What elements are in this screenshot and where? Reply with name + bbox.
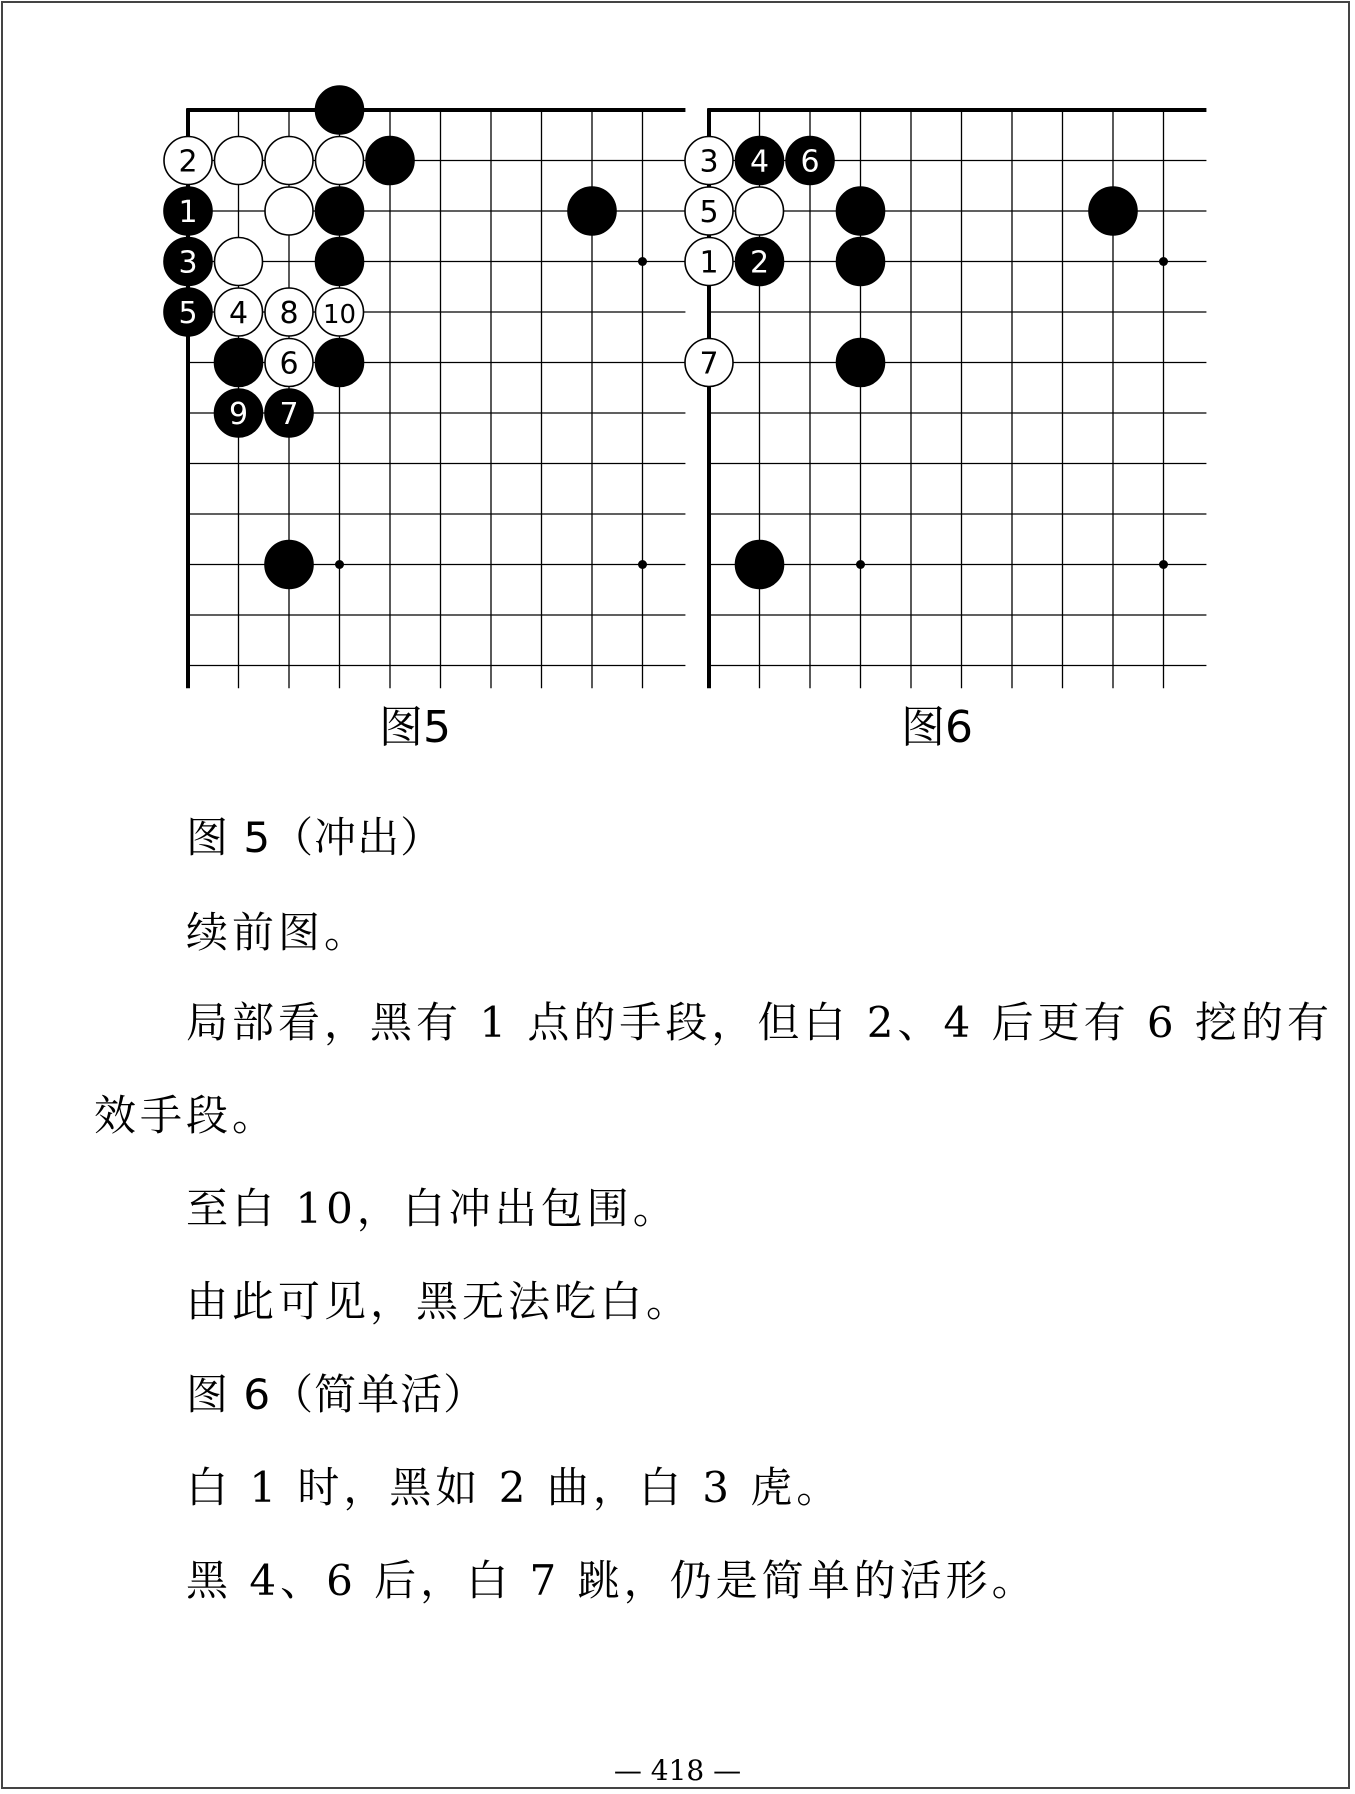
move-number-label: 4 (749, 144, 770, 180)
paragraph-2-line-2: 效手段。 (94, 1091, 279, 1140)
go-diagrams (0, 0, 1355, 760)
move-number-label: 2 (749, 245, 770, 281)
diagram-6-caption: 图6 (901, 702, 973, 753)
black-stone (736, 541, 784, 589)
paragraph-4: 由此可见，黑无法吃白。 (186, 1277, 693, 1326)
move-number-label: 1 (699, 245, 719, 281)
white-stone (215, 238, 263, 286)
move-number-label: 3 (178, 245, 198, 281)
white-stone (316, 137, 364, 185)
heading-figure-5: 图 5（冲出） (186, 813, 444, 862)
paragraph-6: 黑 4、6 后，白 7 跳，仍是简单的活形。 (186, 1556, 1038, 1605)
star-point (335, 560, 344, 569)
move-number-label: 2 (178, 144, 198, 180)
paragraph-3: 至白 10，白冲出包围。 (186, 1184, 679, 1233)
move-number-label: 7 (699, 346, 719, 382)
star-point (1159, 257, 1168, 266)
diagram-5-caption: 图5 (379, 702, 451, 753)
move-number-label: 3 (699, 144, 719, 180)
black-stone (316, 238, 364, 286)
move-number-label: 5 (178, 296, 198, 331)
white-stone (736, 187, 784, 235)
paragraph-1: 续前图。 (186, 908, 371, 957)
star-point (638, 257, 647, 266)
move-number-label: 6 (800, 144, 820, 180)
black-stone (265, 541, 313, 589)
black-stone (568, 187, 616, 235)
go-board-6 (685, 109, 1206, 689)
move-number-label: 6 (279, 346, 299, 382)
paragraph-2-line-1: 局部看，黑有 1 点的手段，但白 2、4 后更有 6 挖的有 (186, 998, 1333, 1047)
move-number-label: 5 (699, 195, 719, 230)
move-number-label: 8 (279, 296, 299, 331)
black-stone (316, 86, 364, 134)
white-stone (265, 187, 313, 235)
page-number: — 418 — (613, 1754, 742, 1787)
move-number-label: 1 (178, 195, 198, 230)
black-stone (837, 187, 885, 235)
paragraph-5: 白 1 时，黑如 2 曲，白 3 虎。 (186, 1463, 843, 1512)
move-number-label: 7 (279, 397, 299, 432)
black-stone (837, 339, 885, 387)
black-stone (316, 339, 364, 387)
white-stone (265, 137, 313, 185)
black-stone (366, 137, 414, 185)
black-stone (837, 238, 885, 286)
move-number-label: 9 (228, 397, 249, 432)
black-stone (215, 339, 263, 387)
star-point (638, 560, 647, 569)
move-number-label: 4 (228, 296, 249, 331)
black-stone (316, 187, 364, 235)
star-point (1159, 560, 1168, 569)
move-number-label: 10 (322, 300, 357, 330)
go-board-5 (164, 86, 685, 688)
black-stone (1089, 187, 1137, 235)
white-stone (215, 137, 263, 185)
star-point (856, 560, 865, 569)
heading-figure-6: 图 6（简单活） (186, 1370, 487, 1419)
